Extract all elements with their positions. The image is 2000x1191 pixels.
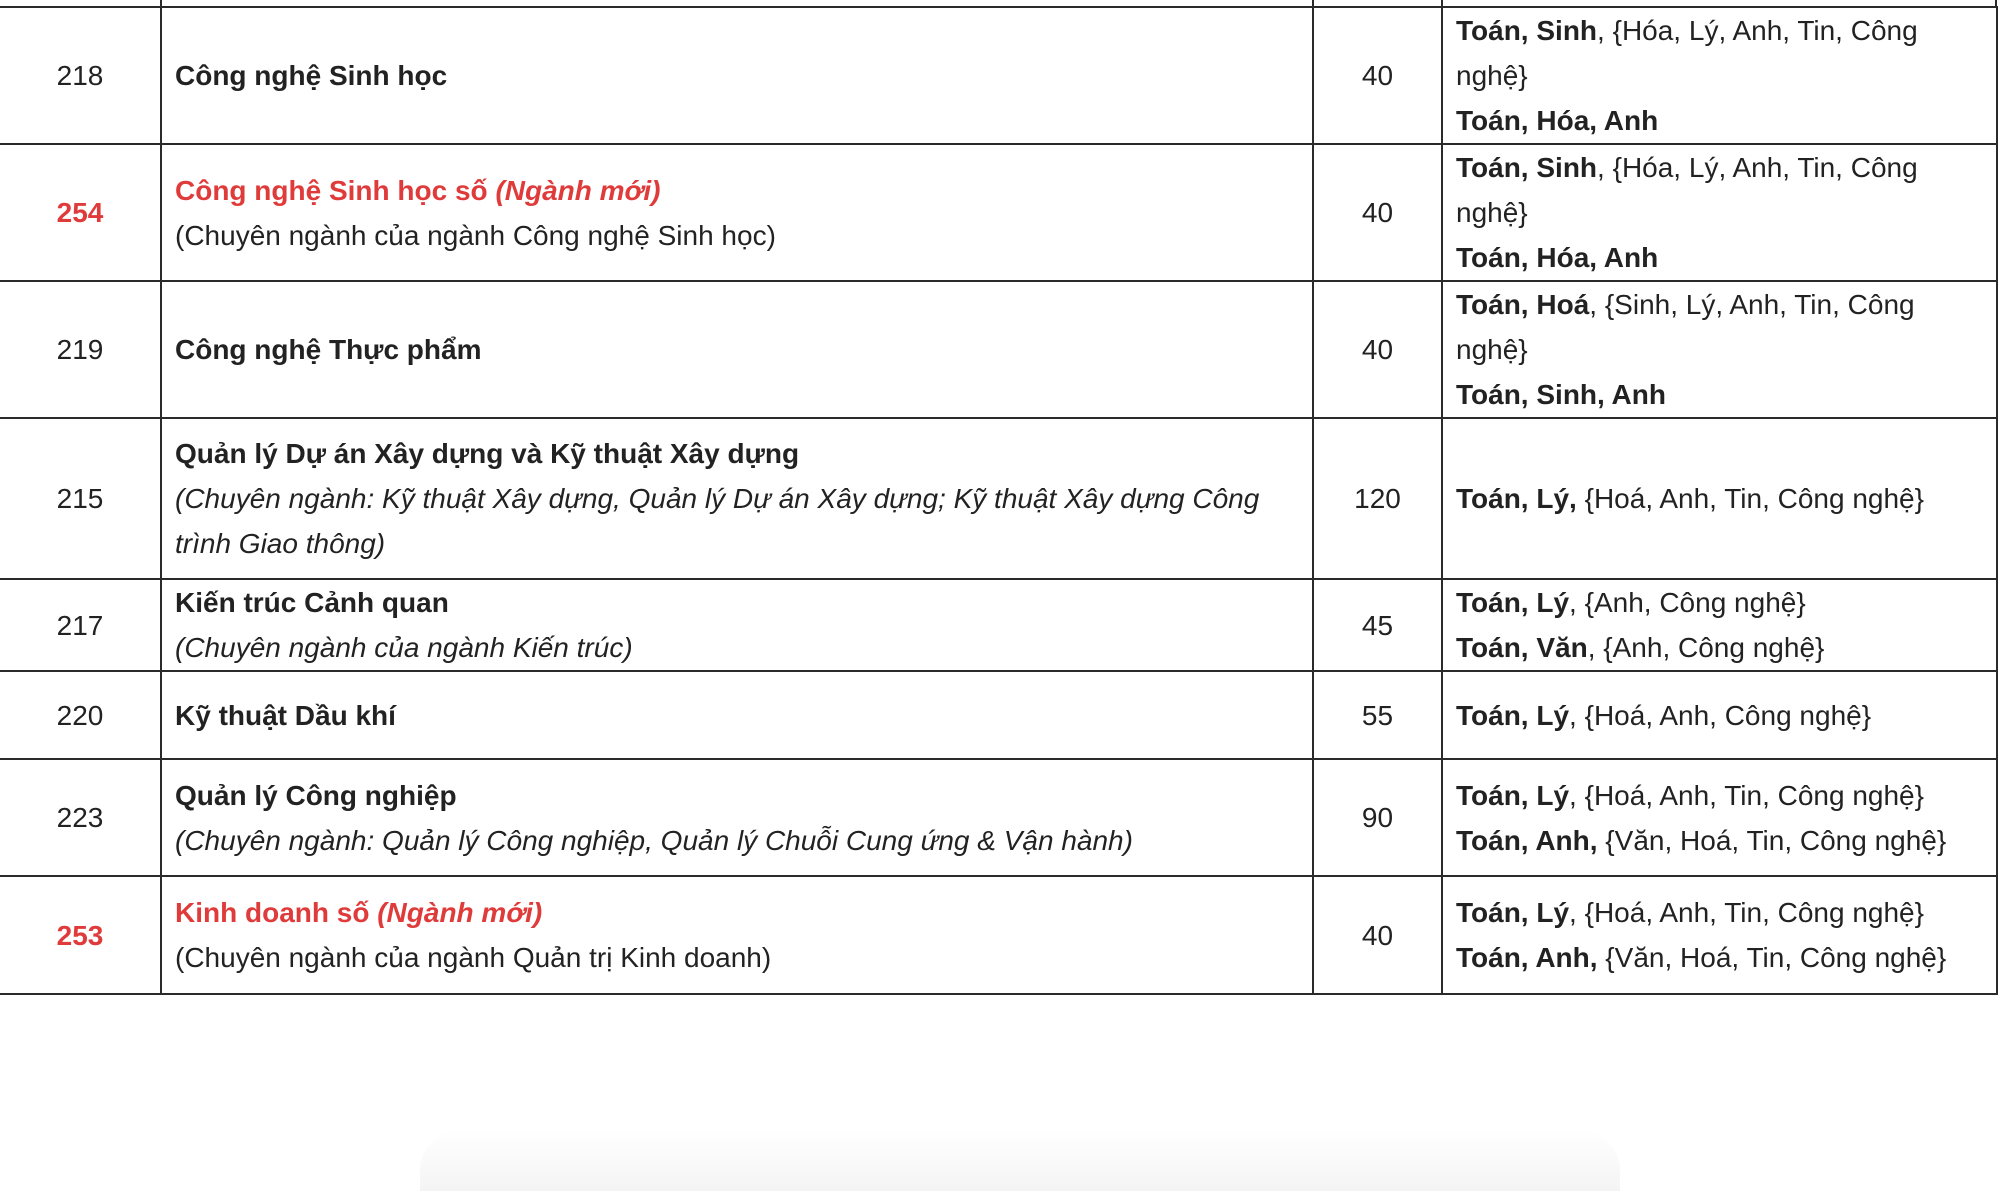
- program-code: 218: [56, 60, 104, 91]
- program-name-cell: [161, 876, 1313, 994]
- program-code: 220: [56, 699, 104, 731]
- subject-combo: [1456, 818, 1984, 863]
- subject-combo: [1456, 372, 1984, 417]
- program-code: 215: [56, 483, 104, 514]
- program-subtitle: (Chuyên ngành: Kỹ thuật Xây dựng, Quản lý Dự án Xây dựng; Kỹ thuật Xây dựng Công trình Giao thông): [175, 483, 1260, 559]
- subject-combo: [1456, 625, 1984, 670]
- quota-value: 40: [1361, 60, 1394, 91]
- quota-value: 90: [1361, 802, 1394, 833]
- program-title: [175, 53, 1302, 98]
- program-title-text: Công nghệ Thực phẩm: [175, 334, 482, 365]
- combo-required-subjects: Toán, Sinh: [1456, 152, 1598, 183]
- program-title: [175, 773, 1302, 818]
- new-program-tag: (Ngành mới): [495, 174, 661, 206]
- subject-combos-cell: [1442, 144, 1997, 281]
- program-subtitle: (Chuyên ngành của ngành Quản trị Kinh doanh): [175, 942, 772, 973]
- program-title-text: Kiến trúc Cảnh quan: [175, 587, 449, 618]
- subject-combos-cell: [1442, 7, 1997, 144]
- subject-combo: [1456, 282, 1984, 372]
- program-name-cell: [161, 7, 1313, 144]
- quota-cell: [1313, 7, 1442, 144]
- combo-elective-subjects: , {Hóa, Lý, Anh, Tin, Công nghệ}: [1456, 152, 1918, 228]
- program-code-cell: [0, 671, 161, 759]
- program-code: 219: [56, 334, 104, 365]
- combo-elective-subjects: , {Sinh, Lý, Anh, Tin, Công nghệ}: [1456, 289, 1915, 365]
- table-row: [0, 418, 1997, 579]
- subject-combo: [1456, 693, 1984, 738]
- program-title: [175, 580, 1302, 625]
- combo-elective-subjects: {Văn, Hoá, Tin, Công nghệ}: [1597, 824, 1947, 856]
- quota-value: 40: [1361, 919, 1394, 951]
- quota-cell: [1313, 144, 1442, 281]
- combo-elective-subjects: {Hoá, Anh, Tin, Công nghệ}: [1576, 483, 1924, 514]
- program-name-cell: [161, 281, 1313, 418]
- table-row: [0, 281, 1997, 418]
- quota-value: 45: [1361, 609, 1394, 641]
- quota-cell: [1313, 579, 1442, 671]
- table-row: [0, 671, 1997, 759]
- program-title-text: Công nghệ Sinh học: [175, 60, 448, 91]
- program-code-cell: [0, 759, 161, 876]
- quota-value: 40: [1361, 334, 1394, 365]
- program-name-cell: [161, 579, 1313, 671]
- subject-combo: [1456, 145, 1984, 235]
- subject-combos-cell: [1442, 418, 1997, 579]
- subject-combo: [1456, 580, 1984, 625]
- combo-elective-subjects: , {Hoá, Anh, Công nghệ}: [1569, 699, 1872, 731]
- program-name-cell: [161, 144, 1313, 281]
- combo-required-subjects: Toán, Sinh, Anh: [1456, 379, 1666, 410]
- program-title: [175, 693, 1302, 738]
- combo-elective-subjects: , {Anh, Công nghệ}: [1569, 587, 1806, 618]
- combo-elective-subjects: , {Hoá, Anh, Tin, Công nghệ}: [1569, 779, 1924, 811]
- program-code-cell: [0, 281, 161, 418]
- subject-combo: [1456, 935, 1984, 980]
- combo-elective-subjects: {Văn, Hoá, Tin, Công nghệ}: [1597, 942, 1947, 973]
- program-code: 253: [56, 919, 104, 951]
- program-code-cell: [0, 7, 161, 144]
- table-row: [0, 7, 1997, 144]
- program-name-cell: [161, 671, 1313, 759]
- program-code-cell: [0, 876, 161, 994]
- table-row: [0, 579, 1997, 671]
- program-code-cell: [0, 144, 161, 281]
- program-title: [175, 327, 1302, 372]
- program-title-text: Quản lý Công nghiệp: [175, 779, 457, 811]
- quota-cell: [1313, 671, 1442, 759]
- program-code: 254: [56, 197, 104, 228]
- subject-combo: [1456, 8, 1984, 98]
- program-code: 217: [56, 609, 104, 641]
- table-row: [0, 759, 1997, 876]
- program-title-text: Công nghệ Sinh học số: [175, 174, 496, 206]
- combo-required-subjects: Toán, Lý: [1456, 779, 1570, 811]
- program-name-cell: [161, 759, 1313, 876]
- combo-required-subjects: Toán, Văn: [1456, 632, 1588, 663]
- quota-cell: [1313, 876, 1442, 994]
- program-title: [175, 890, 1302, 935]
- program-title-text: Quản lý Dự án Xây dựng và Kỹ thuật Xây dựng: [175, 438, 800, 469]
- program-subtitle: (Chuyên ngành của ngành Công nghệ Sinh học): [175, 219, 776, 251]
- combo-required-subjects: Toán, Lý: [1456, 587, 1570, 618]
- program-code-cell: [0, 418, 161, 579]
- subject-combo: [1456, 476, 1984, 521]
- subject-combo: [1456, 235, 1984, 280]
- program-table: [0, 6, 1998, 995]
- quota-cell: [1313, 281, 1442, 418]
- combo-required-subjects: Toán, Hóa, Anh: [1456, 105, 1659, 136]
- subject-combos-cell: [1442, 876, 1997, 994]
- combo-required-subjects: Toán, Lý,: [1456, 483, 1577, 514]
- program-subtitle: (Chuyên ngành của ngành Kiến trúc): [175, 632, 633, 663]
- quota-cell: [1313, 759, 1442, 876]
- subject-combo: [1456, 890, 1984, 935]
- program-code: 223: [56, 802, 104, 833]
- subject-combo: [1456, 773, 1984, 818]
- table-row: [0, 144, 1997, 281]
- subject-combos-cell: [1442, 671, 1997, 759]
- combo-elective-subjects: , {Anh, Công nghệ}: [1587, 632, 1825, 663]
- scroll-fade: [420, 1130, 1620, 1191]
- program-subtitle: (Chuyên ngành: Quản lý Công nghiệp, Quản lý Chuỗi Cung ứng & Vận hành): [175, 824, 1133, 856]
- subject-combos-cell: [1442, 759, 1997, 876]
- quota-value: 55: [1361, 699, 1394, 731]
- program-title: [175, 168, 1302, 213]
- program-title-text: Kỹ thuật Dầu khí: [175, 699, 396, 731]
- quota-value: 40: [1361, 197, 1394, 228]
- subject-combos-cell: [1442, 281, 1997, 418]
- quota-cell: [1313, 418, 1442, 579]
- subject-combos-cell: [1442, 579, 1997, 671]
- program-table-body: [0, 7, 1997, 994]
- table-row: [0, 876, 1997, 994]
- combo-required-subjects: Toán, Anh,: [1456, 942, 1598, 973]
- program-title: [175, 431, 1302, 476]
- combo-required-subjects: Toán, Anh,: [1456, 824, 1598, 856]
- quota-value: 120: [1354, 483, 1401, 514]
- new-program-tag: (Ngành mới): [377, 897, 543, 928]
- program-name-cell: [161, 418, 1313, 579]
- program-title-text: Kinh doanh số: [175, 897, 378, 928]
- combo-required-subjects: Toán, Lý: [1456, 897, 1570, 928]
- combo-required-subjects: Toán, Hoá: [1456, 289, 1590, 320]
- program-code-cell: [0, 579, 161, 671]
- combo-required-subjects: Toán, Hóa, Anh: [1456, 242, 1659, 273]
- combo-required-subjects: Toán, Sinh: [1456, 15, 1598, 46]
- combo-elective-subjects: , {Hoá, Anh, Tin, Công nghệ}: [1569, 897, 1924, 928]
- subject-combo: [1456, 98, 1984, 143]
- combo-elective-subjects: , {Hóa, Lý, Anh, Tin, Công nghệ}: [1456, 15, 1918, 91]
- combo-required-subjects: Toán, Lý: [1456, 699, 1570, 731]
